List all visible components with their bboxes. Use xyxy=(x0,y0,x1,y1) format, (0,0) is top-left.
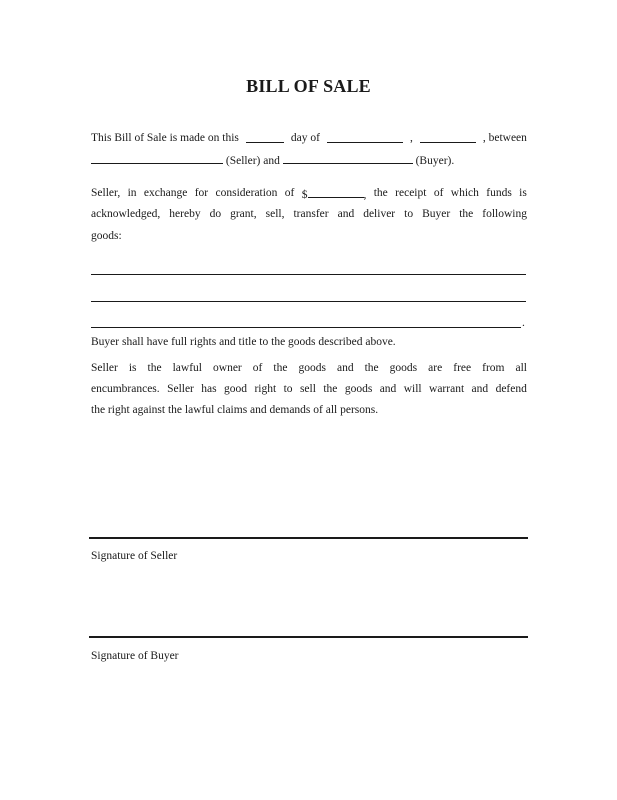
ownership-word: of xyxy=(252,362,263,374)
ownership-word: from xyxy=(482,362,505,374)
intro-comma: , xyxy=(409,132,413,144)
ownership-line-1 xyxy=(91,362,527,374)
ownership-word: the xyxy=(147,362,162,374)
consideration-word: consideration xyxy=(215,187,278,199)
goods-label: goods: xyxy=(91,230,122,242)
ownership-word: are xyxy=(428,362,443,374)
month-blank[interactable] xyxy=(327,132,403,143)
ownership-word: owner xyxy=(213,362,242,374)
goods-line-2[interactable] xyxy=(91,301,526,302)
ownership-line-2 xyxy=(91,383,527,395)
consideration-word: Seller, xyxy=(91,187,121,199)
consideration-word: of xyxy=(284,187,295,199)
intro-seller-label: (Seller) and xyxy=(225,155,280,167)
consideration-line-1 xyxy=(91,187,527,201)
intro-line-2 xyxy=(91,153,527,167)
year-blank[interactable] xyxy=(420,132,476,143)
ownership-word: the xyxy=(273,362,288,374)
ownership-word: defend xyxy=(495,383,527,395)
ownership-word: warrant xyxy=(429,383,465,395)
consideration-word: funds xyxy=(486,187,512,199)
buyer-name-blank[interactable] xyxy=(283,153,413,164)
goods-line-end: . xyxy=(522,317,525,329)
ownership-word: goods xyxy=(389,362,418,374)
consideration-word: receipt xyxy=(395,187,427,199)
consideration-word: transfer xyxy=(293,208,329,220)
buyer-signature-line[interactable] xyxy=(89,636,528,638)
consideration-word: exchange xyxy=(143,187,188,199)
ownership-word: goods xyxy=(344,383,373,395)
consideration-word: to xyxy=(404,208,414,220)
intro-made-on-text: This Bill of Sale is made on this xyxy=(91,132,239,144)
ownership-word: encumbrances. xyxy=(91,383,160,395)
ownership-word: and xyxy=(336,362,354,374)
rights-statement: Buyer shall have full rights and title to the goods described above. xyxy=(91,336,396,348)
amount-blank[interactable] xyxy=(308,187,364,198)
intro-buyer-label: (Buyer). xyxy=(415,155,455,167)
ownership-word: lawful xyxy=(172,362,202,374)
ownership-word: to xyxy=(283,383,293,395)
consideration-word: of xyxy=(433,187,444,199)
consideration-word: which xyxy=(450,187,479,199)
seller-signature-line[interactable] xyxy=(89,537,528,539)
ownership-word: has xyxy=(201,383,217,395)
consideration-word: Buyer xyxy=(422,208,451,220)
intro-line-1 xyxy=(91,132,527,144)
consideration-word: and xyxy=(337,208,355,220)
ownership-line-3: the right against the lawful claims and demands of all persons. xyxy=(91,404,379,416)
consideration-word: do xyxy=(209,208,222,220)
consideration-word: deliver xyxy=(363,208,396,220)
consideration-word: for xyxy=(194,187,209,199)
amount-comma: , xyxy=(363,189,367,201)
ownership-word: good xyxy=(224,383,248,395)
consideration-word: acknowledged, xyxy=(91,208,161,220)
consideration-word: hereby xyxy=(169,208,201,220)
consideration-word: in xyxy=(127,187,137,199)
consideration-word: the xyxy=(373,187,388,199)
consideration-line-3 xyxy=(91,230,527,242)
consideration-word: grant, xyxy=(230,208,257,220)
ownership-word: sell xyxy=(299,383,316,395)
goods-line-3[interactable] xyxy=(91,327,521,328)
ownership-word: and xyxy=(471,383,489,395)
consideration-word: the xyxy=(459,208,474,220)
intro-between-text: , between xyxy=(482,132,527,144)
goods-line-1[interactable] xyxy=(91,274,526,275)
dollar-sign: $ xyxy=(301,189,308,201)
ownership-word: and xyxy=(379,383,397,395)
consideration-word: sell, xyxy=(265,208,285,220)
ownership-word: the xyxy=(364,362,379,374)
intro-day-of-text: day of xyxy=(290,132,320,144)
consideration-line-2 xyxy=(91,208,527,220)
document-title: BILL OF SALE xyxy=(246,76,371,96)
amount-group xyxy=(302,187,367,201)
day-blank[interactable] xyxy=(246,132,284,143)
buyer-signature-label: Signature of Buyer xyxy=(91,650,179,662)
consideration-word: following xyxy=(482,208,527,220)
ownership-word: free xyxy=(453,362,472,374)
ownership-word: right xyxy=(254,383,277,395)
ownership-word: the xyxy=(323,383,338,395)
ownership-word: all xyxy=(515,362,527,374)
ownership-word: is xyxy=(128,362,137,374)
ownership-word: will xyxy=(403,383,422,395)
consideration-word: is xyxy=(519,187,527,199)
ownership-word: Seller xyxy=(91,362,118,374)
seller-name-blank[interactable] xyxy=(91,153,223,164)
ownership-word: goods xyxy=(298,362,326,374)
seller-signature-label: Signature of Seller xyxy=(91,550,178,562)
ownership-word: Seller xyxy=(167,383,194,395)
